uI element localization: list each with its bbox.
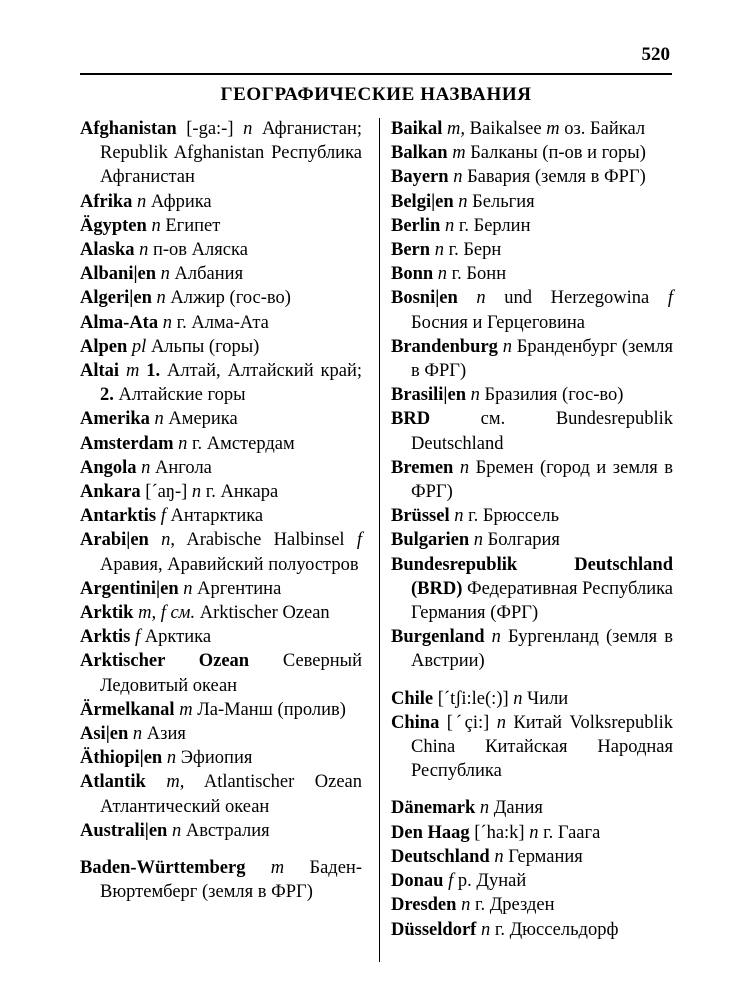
grammar-label: f <box>448 871 454 892</box>
dictionary-entry <box>80 214 362 238</box>
headword: Äthiopi|en <box>80 748 163 769</box>
headword: Arktis <box>80 627 131 648</box>
grammar-label: m <box>179 699 193 720</box>
entry-text: Бремен (город и земля в ФРГ) <box>411 457 673 503</box>
entry-text: Арктика <box>140 627 212 648</box>
grammar-label: n <box>183 578 193 599</box>
entry-text: [ˊtʃi:le(:)] <box>433 688 514 709</box>
entry-text: [-ga:-] <box>176 119 244 139</box>
grammar-label: n <box>444 215 455 236</box>
grammar-label: n <box>151 215 161 236</box>
headword: Afghanistan <box>80 119 177 139</box>
grammar-label: m, f см. <box>138 603 196 624</box>
entry-text <box>245 858 270 878</box>
headword: Bulgarien <box>391 530 470 551</box>
entry-text: Болгария <box>483 530 560 551</box>
grammar-label: n <box>513 688 523 709</box>
grammar-label: m <box>270 858 285 879</box>
grammar-label: n <box>434 240 444 261</box>
headword: China <box>391 712 440 733</box>
dictionary-entry <box>391 918 673 942</box>
dictionary-entry <box>80 335 362 359</box>
dictionary-entry <box>80 359 362 407</box>
entry-text: und Herzegowina <box>485 288 668 309</box>
dictionary-entry <box>80 480 362 504</box>
grammar-label: n <box>243 119 253 139</box>
entry-text: р. Дунай <box>453 871 527 892</box>
entry-text: Северный Ледовитый океан <box>100 651 362 696</box>
right-column <box>391 117 673 942</box>
dictionary-entry <box>391 553 673 626</box>
dictionary-entry <box>391 117 673 141</box>
headword: Algeri|en <box>80 288 152 309</box>
page-number: 520 <box>641 44 670 65</box>
dictionary-entry <box>80 432 362 456</box>
grammar-label: n <box>473 530 483 551</box>
dictionary-entry <box>80 262 362 286</box>
grammar-label: n <box>529 822 539 843</box>
headword: Dänemark <box>391 798 476 819</box>
headword: Arktischer Ozean <box>80 651 250 672</box>
dictionary-entry <box>391 845 673 869</box>
grammar-label: n <box>437 264 448 285</box>
dictionary-entry <box>80 601 362 625</box>
grammar-label: n <box>156 288 166 309</box>
section-title: ГЕОГРАФИЧЕСКИЕ НАЗВАНИЯ <box>220 84 532 105</box>
entry-text: [ˊaŋ-] <box>140 482 192 503</box>
grammar-label: f <box>160 506 166 527</box>
dictionary-entry <box>391 528 673 552</box>
dictionary-entry <box>80 722 362 746</box>
left-column <box>80 117 362 905</box>
dictionary-entry <box>80 190 362 214</box>
entry-text: г. Амстердам <box>187 433 295 454</box>
dictionary-entry <box>80 649 362 697</box>
grammar-label: n <box>191 482 202 503</box>
grammar-label: n <box>141 457 151 478</box>
dictionary-entry <box>80 456 362 480</box>
grammar-label: n <box>496 712 506 733</box>
grammar-label: n <box>178 433 188 454</box>
dictionary-entry <box>80 698 362 722</box>
headword: Dresden <box>391 895 457 916</box>
grammar-label: n <box>470 385 480 406</box>
entry-text: Босния и Герцеговина <box>411 312 585 333</box>
entry-text: Эфиопия <box>176 748 253 769</box>
dictionary-entry <box>80 577 362 601</box>
dictionary-entry <box>391 286 673 334</box>
entry-text: Албания <box>169 264 244 285</box>
grammar-label: n <box>154 409 164 430</box>
headword: Albani|en <box>80 264 157 285</box>
entry-text: Австралия <box>181 820 270 841</box>
dictionary-entry <box>391 238 673 262</box>
grammar-label: pl <box>131 336 147 357</box>
entry-text: Америка <box>163 409 238 430</box>
header-rule <box>80 73 672 75</box>
entry-text: г. Берн <box>443 240 502 261</box>
grammar-label: n <box>458 191 468 212</box>
dictionary-entry <box>80 286 362 310</box>
entry-text: г. Анкара <box>201 482 279 503</box>
headword: Bosni|en <box>391 288 458 309</box>
grammar-label: n <box>479 798 490 819</box>
entry-text: Arktischer Ozean <box>195 603 330 624</box>
dictionary-entry <box>80 625 362 649</box>
grammar-label: n <box>454 506 464 527</box>
grammar-label: m <box>452 143 466 164</box>
headword: Belgi|en <box>391 191 454 212</box>
entry-text: , Arabische Halbinsel <box>170 530 357 551</box>
entry-text: Чили <box>522 688 569 709</box>
headword: Brandenburg <box>391 336 498 357</box>
headword: Ärmelkanal <box>80 699 175 720</box>
entry-text: Baikalsee <box>465 119 547 139</box>
dictionary-entry <box>391 504 673 528</box>
headword: Den Haag <box>391 822 470 843</box>
headword: Afrika <box>80 191 133 212</box>
dictionary-entry <box>391 214 673 238</box>
headword: Amerika <box>80 409 150 430</box>
grammar-label: m, <box>447 119 466 139</box>
grammar-label: n <box>161 530 171 551</box>
grammar-label: f <box>667 288 673 309</box>
entry-text: Бельгия <box>467 191 535 212</box>
entry-text: Аргентина <box>192 578 282 599</box>
entry-text: см. Bundesrepublik Deutschland <box>411 409 673 454</box>
entry-text: г. Алма-Ата <box>171 312 269 333</box>
headword: Bern <box>391 240 431 261</box>
entry-text <box>146 772 167 792</box>
dictionary-entry <box>391 383 673 407</box>
dictionary-entry <box>391 407 673 455</box>
headword: Chile <box>391 688 434 709</box>
grammar-label: n <box>166 748 177 769</box>
entry-text: Бавария (земля в ФРГ) <box>462 167 646 188</box>
entry-text <box>149 530 161 550</box>
entry-text <box>485 627 492 647</box>
headword: Amsterdam <box>80 433 174 454</box>
entry-text: Африка <box>146 191 212 212</box>
headword: Asi|en <box>80 724 129 745</box>
entry-text: Бранденбург (земля в ФРГ) <box>411 336 673 382</box>
headword: Düsseldorf <box>391 919 477 940</box>
headword: Angola <box>80 457 137 478</box>
grammar-label: n <box>494 846 504 867</box>
headword: Atlantik <box>80 772 146 793</box>
entry-text: Бургенланд (земля в Австрии) <box>411 627 673 672</box>
dictionary-entry <box>80 238 362 262</box>
grammar-label: n <box>139 240 149 261</box>
headword: Alma-Ata <box>80 312 159 333</box>
entry-text: [ˊha:k] <box>469 822 530 843</box>
headword: Bremen <box>391 457 454 478</box>
headword: Alpen <box>80 336 128 357</box>
entry-text: Германия <box>503 846 583 867</box>
headword: Donau <box>391 871 444 892</box>
headword: Balkan <box>391 143 448 164</box>
dictionary-entry <box>80 311 362 335</box>
dictionary-entry <box>391 625 673 673</box>
grammar-label: m, <box>166 772 185 793</box>
entry-text: Балканы (п-ов и горы) <box>465 143 646 164</box>
headword: Arktik <box>80 603 134 624</box>
entry-text: Китай Volksrepublik China Китайская Народная Республика <box>411 712 673 782</box>
grammar-label: n <box>160 264 170 285</box>
dictionary-entry <box>80 117 362 190</box>
entry-text: Алжир (гос-во) <box>165 288 291 309</box>
dictionary-entry <box>80 504 362 528</box>
entry-text: Баден-Вюртемберг (земля в ФРГ) <box>100 858 362 903</box>
grammar-label: m <box>546 119 560 139</box>
entry-text: г. Дюссельдорф <box>490 919 619 940</box>
headword: Australi|en <box>80 820 168 841</box>
entry-text: Бразилия (гос-во) <box>479 385 624 406</box>
entry-text <box>458 288 477 308</box>
headword: Deutschland <box>391 846 490 867</box>
sense-number: 1. <box>146 361 161 382</box>
dictionary-entry <box>80 746 362 770</box>
entry-text: Египет <box>160 215 221 236</box>
grammar-label: n <box>491 627 501 648</box>
headword: Baikal <box>391 119 443 139</box>
entry-text: Atlantischer Ozean Атлантический океан <box>100 772 363 817</box>
headword: BRD <box>391 409 431 430</box>
dictionary-entry <box>391 796 673 820</box>
dictionary-entry <box>391 687 673 711</box>
entry-text: г. Гаага <box>538 822 601 843</box>
entry-text: Ангола <box>150 457 212 478</box>
grammar-label: n <box>171 820 182 841</box>
dictionary-entry <box>391 893 673 917</box>
dictionary-entry <box>80 528 362 576</box>
headword: Antarktis <box>80 506 157 527</box>
grammar-label: n <box>137 191 147 212</box>
entry-text: п-ов Аляска <box>148 240 248 261</box>
headword: Berlin <box>391 215 441 236</box>
entry-text: г. Брюссель <box>463 506 560 527</box>
entry-text <box>119 361 126 381</box>
dictionary-entry <box>391 869 673 893</box>
grammar-label: n <box>502 336 512 357</box>
grammar-label: n <box>162 312 172 333</box>
dictionary-entry <box>80 856 362 904</box>
headword: Bundesrepublik Deutschland (BRD) <box>391 554 673 599</box>
entry-text: Федеративная Республика Германия (ФРГ) <box>411 578 674 624</box>
dictionary-entry <box>391 141 673 165</box>
headword: Bayern <box>391 167 449 188</box>
entry-text: оз. Байкал <box>559 119 646 139</box>
headword: Burgenland <box>391 627 485 648</box>
dictionary-entry <box>391 711 673 784</box>
column-divider <box>379 118 380 962</box>
headword: Brasili|en <box>391 385 466 406</box>
entry-text: Афганистан; Republik Afghanistan Республика Афганистан <box>100 119 363 188</box>
dictionary-entry <box>391 821 673 845</box>
dictionary-entry <box>391 335 673 383</box>
grammar-label: f <box>135 627 141 648</box>
headword: Ankara <box>80 482 141 503</box>
sense-number: 2. <box>100 385 114 406</box>
grammar-label: n <box>132 724 143 745</box>
entry-text: г. Дрезден <box>470 895 555 916</box>
grammar-label: n <box>461 895 471 916</box>
grammar-label: m <box>125 361 140 382</box>
entry-text: г. Берлин <box>454 215 531 236</box>
dictionary-entry <box>80 819 362 843</box>
grammar-label: n <box>453 167 463 188</box>
entry-text: г. Бонн <box>447 264 507 285</box>
entry-text: Азия <box>142 724 186 745</box>
dictionary-entry <box>391 262 673 286</box>
grammar-label: n <box>459 457 470 478</box>
grammar-label: n <box>476 288 486 309</box>
headword: Ägypten <box>80 215 147 236</box>
headword: Bonn <box>391 264 434 285</box>
entry-text: Альпы (горы) <box>146 336 260 357</box>
entry-text: [ˊçi:] <box>439 712 497 733</box>
entry-text: Аравия, Аравийский полуостров <box>100 554 359 575</box>
headword: Baden-Württemberg <box>80 858 246 879</box>
headword: Argentini|en <box>80 578 179 599</box>
headword: Alaska <box>80 240 135 261</box>
dictionary-entry <box>80 407 362 431</box>
entry-text: Дания <box>489 798 543 819</box>
dictionary-entry <box>80 770 362 818</box>
dictionary-entry <box>391 456 673 504</box>
dictionary-entry <box>391 165 673 189</box>
entry-text: Алтай, Алтайский край; <box>160 361 362 382</box>
entry-text: Алтайские горы <box>113 385 246 406</box>
entry-text: Ла-Манш (пролив) <box>192 699 346 720</box>
grammar-label: f <box>356 530 363 551</box>
headword: Altai <box>80 361 120 382</box>
entry-text: Антарктика <box>165 506 264 527</box>
grammar-label: n <box>480 919 491 940</box>
headword: Arabi|en <box>80 530 149 551</box>
dictionary-entry <box>391 190 673 214</box>
headword: Brüssel <box>391 506 450 527</box>
